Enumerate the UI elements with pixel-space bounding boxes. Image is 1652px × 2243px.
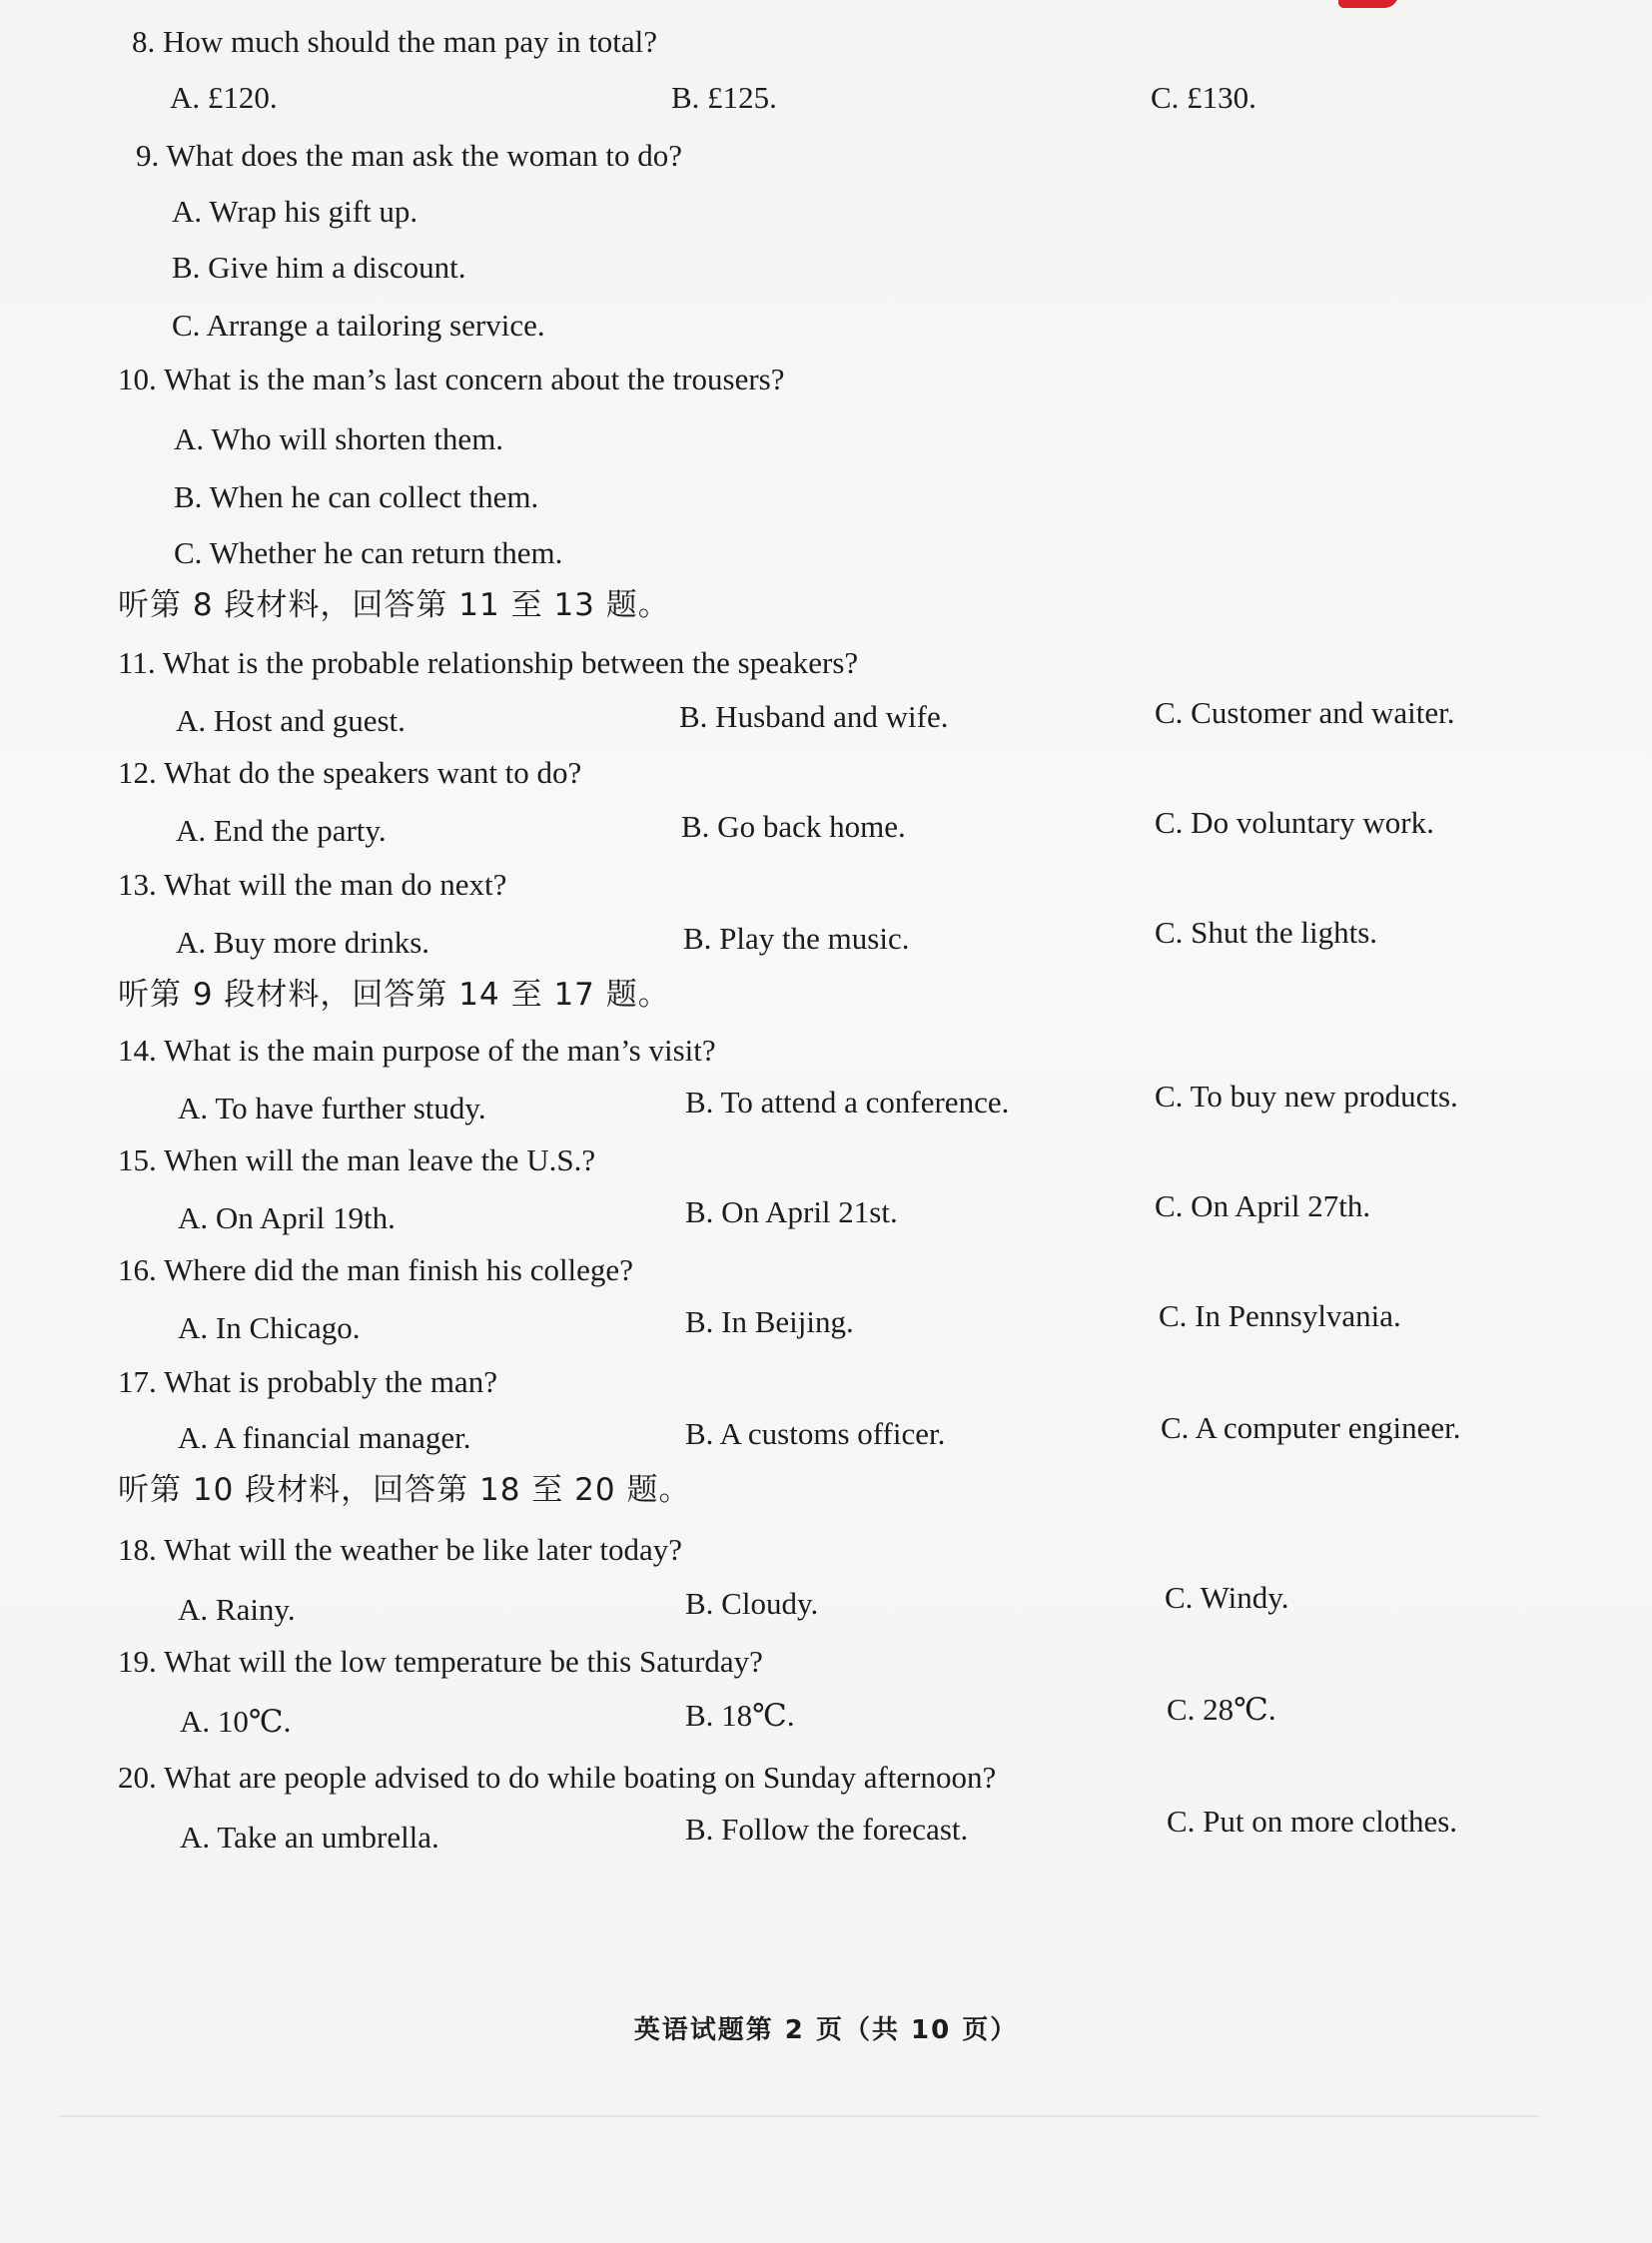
question-18: 18. What will the weather be like later today? [118,1532,682,1567]
q15-option-c: C. On April 27th. [1155,1188,1371,1223]
q11-option-b: B. Husband and wife. [679,699,949,734]
q13-option-c: C. Shut the lights. [1155,915,1378,950]
q14-option-c: C. To buy new products. [1155,1079,1458,1114]
question-8: 8. How much should the man pay in total? [132,24,658,59]
q8-option-a: A. £120. [170,80,278,115]
q18-option-c: C. Windy. [1165,1580,1289,1615]
question-20: 20. What are people advised to do while boating on Sunday afternoon? [118,1760,997,1795]
q18-option-a: A. Rainy. [178,1592,296,1627]
q8-option-c: C. £130. [1151,80,1256,115]
section-heading-8: 听第 8 段材料，回答第 11 至 13 题。 [118,587,670,623]
q16-option-c: C. In Pennsylvania. [1159,1298,1401,1333]
question-9: 9. What does the man ask the woman to do? [136,138,682,173]
scan-edge-divider [60,2115,1538,2117]
section-heading-10: 听第 10 段材料，回答第 18 至 20 题。 [118,1472,691,1508]
page-footer: 英语试题第 2 页（共 10 页） [633,2015,1019,2045]
q11-option-a: A. Host and guest. [176,703,406,738]
q9-option-b: B. Give him a discount. [172,250,466,285]
question-11: 11. What is the probable relationship between the speakers? [118,645,859,680]
q10-option-a: A. Who will shorten them. [174,421,504,456]
question-12: 12. What do the speakers want to do? [118,755,582,790]
section-heading-9: 听第 9 段材料，回答第 14 至 17 题。 [118,977,670,1013]
question-17: 17. What is probably the man? [118,1364,497,1399]
question-15: 15. When will the man leave the U.S.? [118,1142,596,1177]
q9-option-a: A. Wrap his gift up. [172,194,418,229]
question-16: 16. Where did the man finish his college? [118,1252,633,1287]
q12-option-a: A. End the party. [176,813,387,848]
q14-option-b: B. To attend a conference. [685,1085,1010,1120]
q10-option-c: C. Whether he can return them. [174,535,563,570]
q17-option-c: C. A computer engineer. [1161,1410,1461,1445]
q20-option-c: C. Put on more clothes. [1167,1804,1458,1839]
q15-option-b: B. On April 21st. [685,1194,898,1229]
q20-option-a: A. Take an umbrella. [180,1820,439,1855]
q14-option-a: A. To have further study. [178,1091,486,1125]
q16-option-b: B. In Beijing. [685,1304,854,1339]
q19-option-b: B. 18℃. [685,1698,795,1733]
q13-option-a: A. Buy more drinks. [176,925,430,960]
red-corner-mark [1338,0,1398,8]
q18-option-b: B. Cloudy. [685,1586,819,1621]
q10-option-b: B. When he can collect them. [174,479,539,514]
q9-option-c: C. Arrange a tailoring service. [172,308,545,343]
q12-option-c: C. Do voluntary work. [1155,805,1434,840]
q8-option-b: B. £125. [671,80,777,115]
q20-option-b: B. Follow the forecast. [685,1812,969,1847]
q15-option-a: A. On April 19th. [178,1200,396,1235]
q12-option-b: B. Go back home. [681,809,906,844]
q17-option-a: A. A financial manager. [178,1420,471,1455]
q11-option-c: C. Customer and waiter. [1155,695,1455,730]
q13-option-b: B. Play the music. [683,921,910,956]
q19-option-a: A. 10℃. [180,1704,292,1739]
question-19: 19. What will the low temperature be this Saturday? [118,1644,763,1679]
question-10: 10. What is the man’s last concern about the trousers? [118,362,785,396]
q16-option-a: A. In Chicago. [178,1310,361,1345]
question-14: 14. What is the main purpose of the man’s visit? [118,1033,716,1068]
q19-option-c: C. 28℃. [1167,1692,1276,1727]
question-13: 13. What will the man do next? [118,867,507,902]
q17-option-b: B. A customs officer. [685,1416,946,1451]
